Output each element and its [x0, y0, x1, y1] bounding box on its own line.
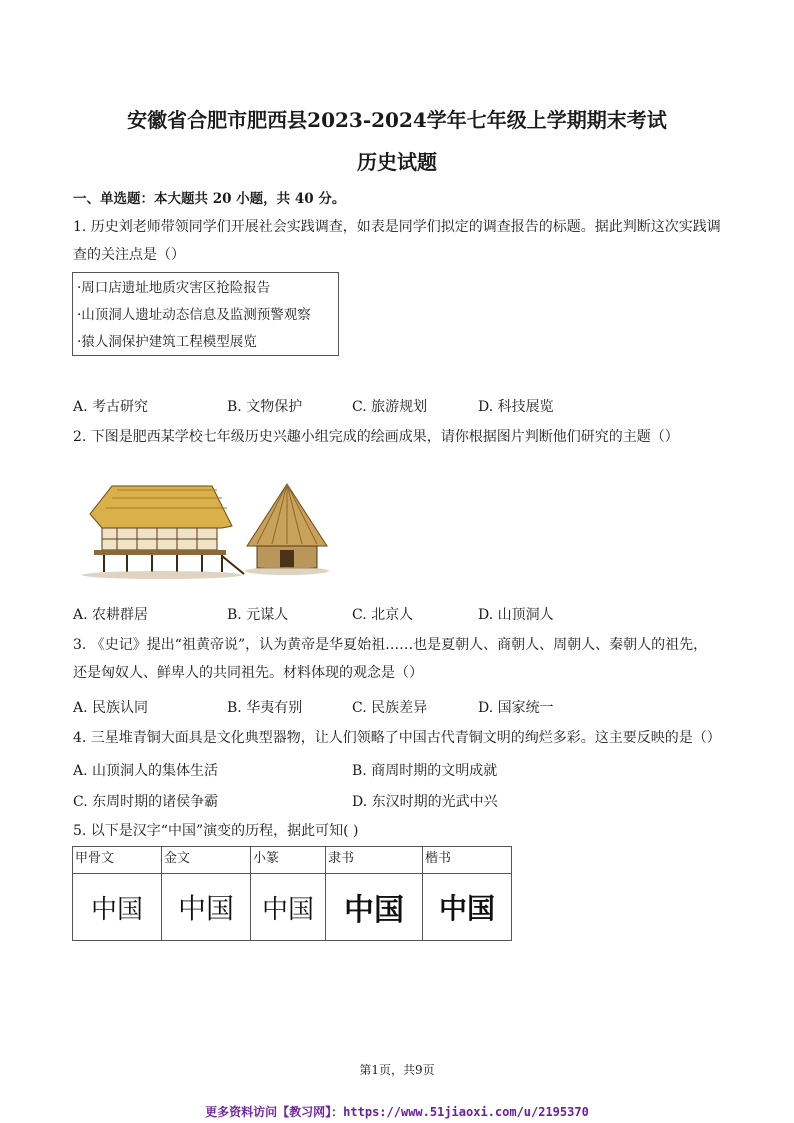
q1-option-b[interactable]: B. 文物保护: [227, 399, 303, 415]
q2-stem: 2. 下图是肥西某学校七年级历史兴趣小组完成的绘画成果，请你根据图片判断他们研究的主题（）: [73, 429, 679, 445]
regular-script-glyph: 中国: [423, 874, 512, 941]
table-header: 小篆: [251, 847, 326, 874]
q3-stem-line1: 3. 《史记》提出“祖黄帝说”，认为黄帝是华夏始祖……也是夏朝人、商朝人、周朝人、秦朝人的祖先，: [73, 637, 708, 653]
exam-subject: 历史试题: [357, 150, 437, 174]
q1-stem-line2: 查的关注点是（）: [73, 247, 185, 263]
q3-option-b[interactable]: B. 华夷有别: [227, 700, 303, 716]
q4-option-a[interactable]: A. 山顶洞人的集体生活: [73, 763, 219, 779]
q3-option-c[interactable]: C. 民族差异: [352, 700, 428, 716]
material-line: ·周口店遗址地质灾害区抢险报告: [77, 280, 271, 296]
material-line: ·猿人洞保护建筑工程模型展览: [77, 334, 257, 350]
thatched-hut-illustration: [245, 484, 329, 575]
q4-option-b[interactable]: B. 商周时期的文明成就: [352, 763, 498, 779]
exam-title: 安徽省合肥市肥西县2023-2024学年七年级上学期期末考试: [127, 108, 667, 132]
page-number: 第1页，共9页: [359, 1063, 435, 1077]
clerical-script-glyph: 中国: [326, 874, 423, 941]
q1-option-c[interactable]: C. 旅游规划: [352, 399, 428, 415]
resource-link[interactable]: 更多资料访问【教习网】：https://www.51jiaoxi.com/u/2195370: [205, 1105, 589, 1119]
q1-option-a[interactable]: A. 考古研究: [73, 399, 149, 415]
section-heading: 一、单选题：本大题共 20 小题，共 40 分。: [73, 191, 346, 207]
table-header: 隶书: [326, 847, 423, 874]
stilt-house-illustration: [82, 486, 244, 579]
script-evolution-table: [72, 846, 512, 941]
q1-option-d[interactable]: D. 科技展览: [478, 399, 554, 415]
table-header: 甲骨文: [73, 847, 162, 874]
oracle-bone-glyph: 中国: [73, 874, 162, 941]
q4-stem: 4. 三星堆青铜大面具是文化典型器物，让人们领略了中国古代青铜文明的绚烂多彩。这主要反映的是（）: [73, 730, 721, 746]
dwelling-drawings-image: [72, 476, 342, 586]
table-header: 楷书: [423, 847, 512, 874]
material-line: ·山顶洞人遗址动态信息及监测预警观察: [77, 307, 311, 323]
q2-option-a[interactable]: A. 农耕群居: [73, 607, 149, 623]
q2-option-c[interactable]: C. 北京人: [352, 607, 414, 623]
q2-option-d[interactable]: D. 山顶洞人: [478, 607, 554, 623]
q2-option-b[interactable]: B. 元谋人: [227, 607, 289, 623]
bronze-inscription-glyph: 中国: [162, 874, 251, 941]
q3-stem-line2: 还是匈奴人、鲜卑人的共同祖先。材料体现的观念是（）: [73, 665, 423, 681]
table-header: 金文: [162, 847, 251, 874]
q1-material-box: [72, 272, 339, 356]
q3-option-d[interactable]: D. 国家统一: [478, 700, 554, 716]
q4-option-d[interactable]: D. 东汉时期的光武中兴: [352, 794, 498, 810]
small-seal-glyph: 中国: [251, 874, 326, 941]
q5-stem: 5. 以下是汉字“中国”演变的历程，据此可知( ): [73, 823, 359, 839]
q1-stem-line1: 1. 历史刘老师带领同学们开展社会实践调查，如表是同学们拟定的调查报告的标题。据此判断这次实践调: [73, 219, 721, 235]
q3-option-a[interactable]: A. 民族认同: [73, 700, 149, 716]
q4-option-c[interactable]: C. 东周时期的诸侯争霸: [73, 794, 219, 810]
